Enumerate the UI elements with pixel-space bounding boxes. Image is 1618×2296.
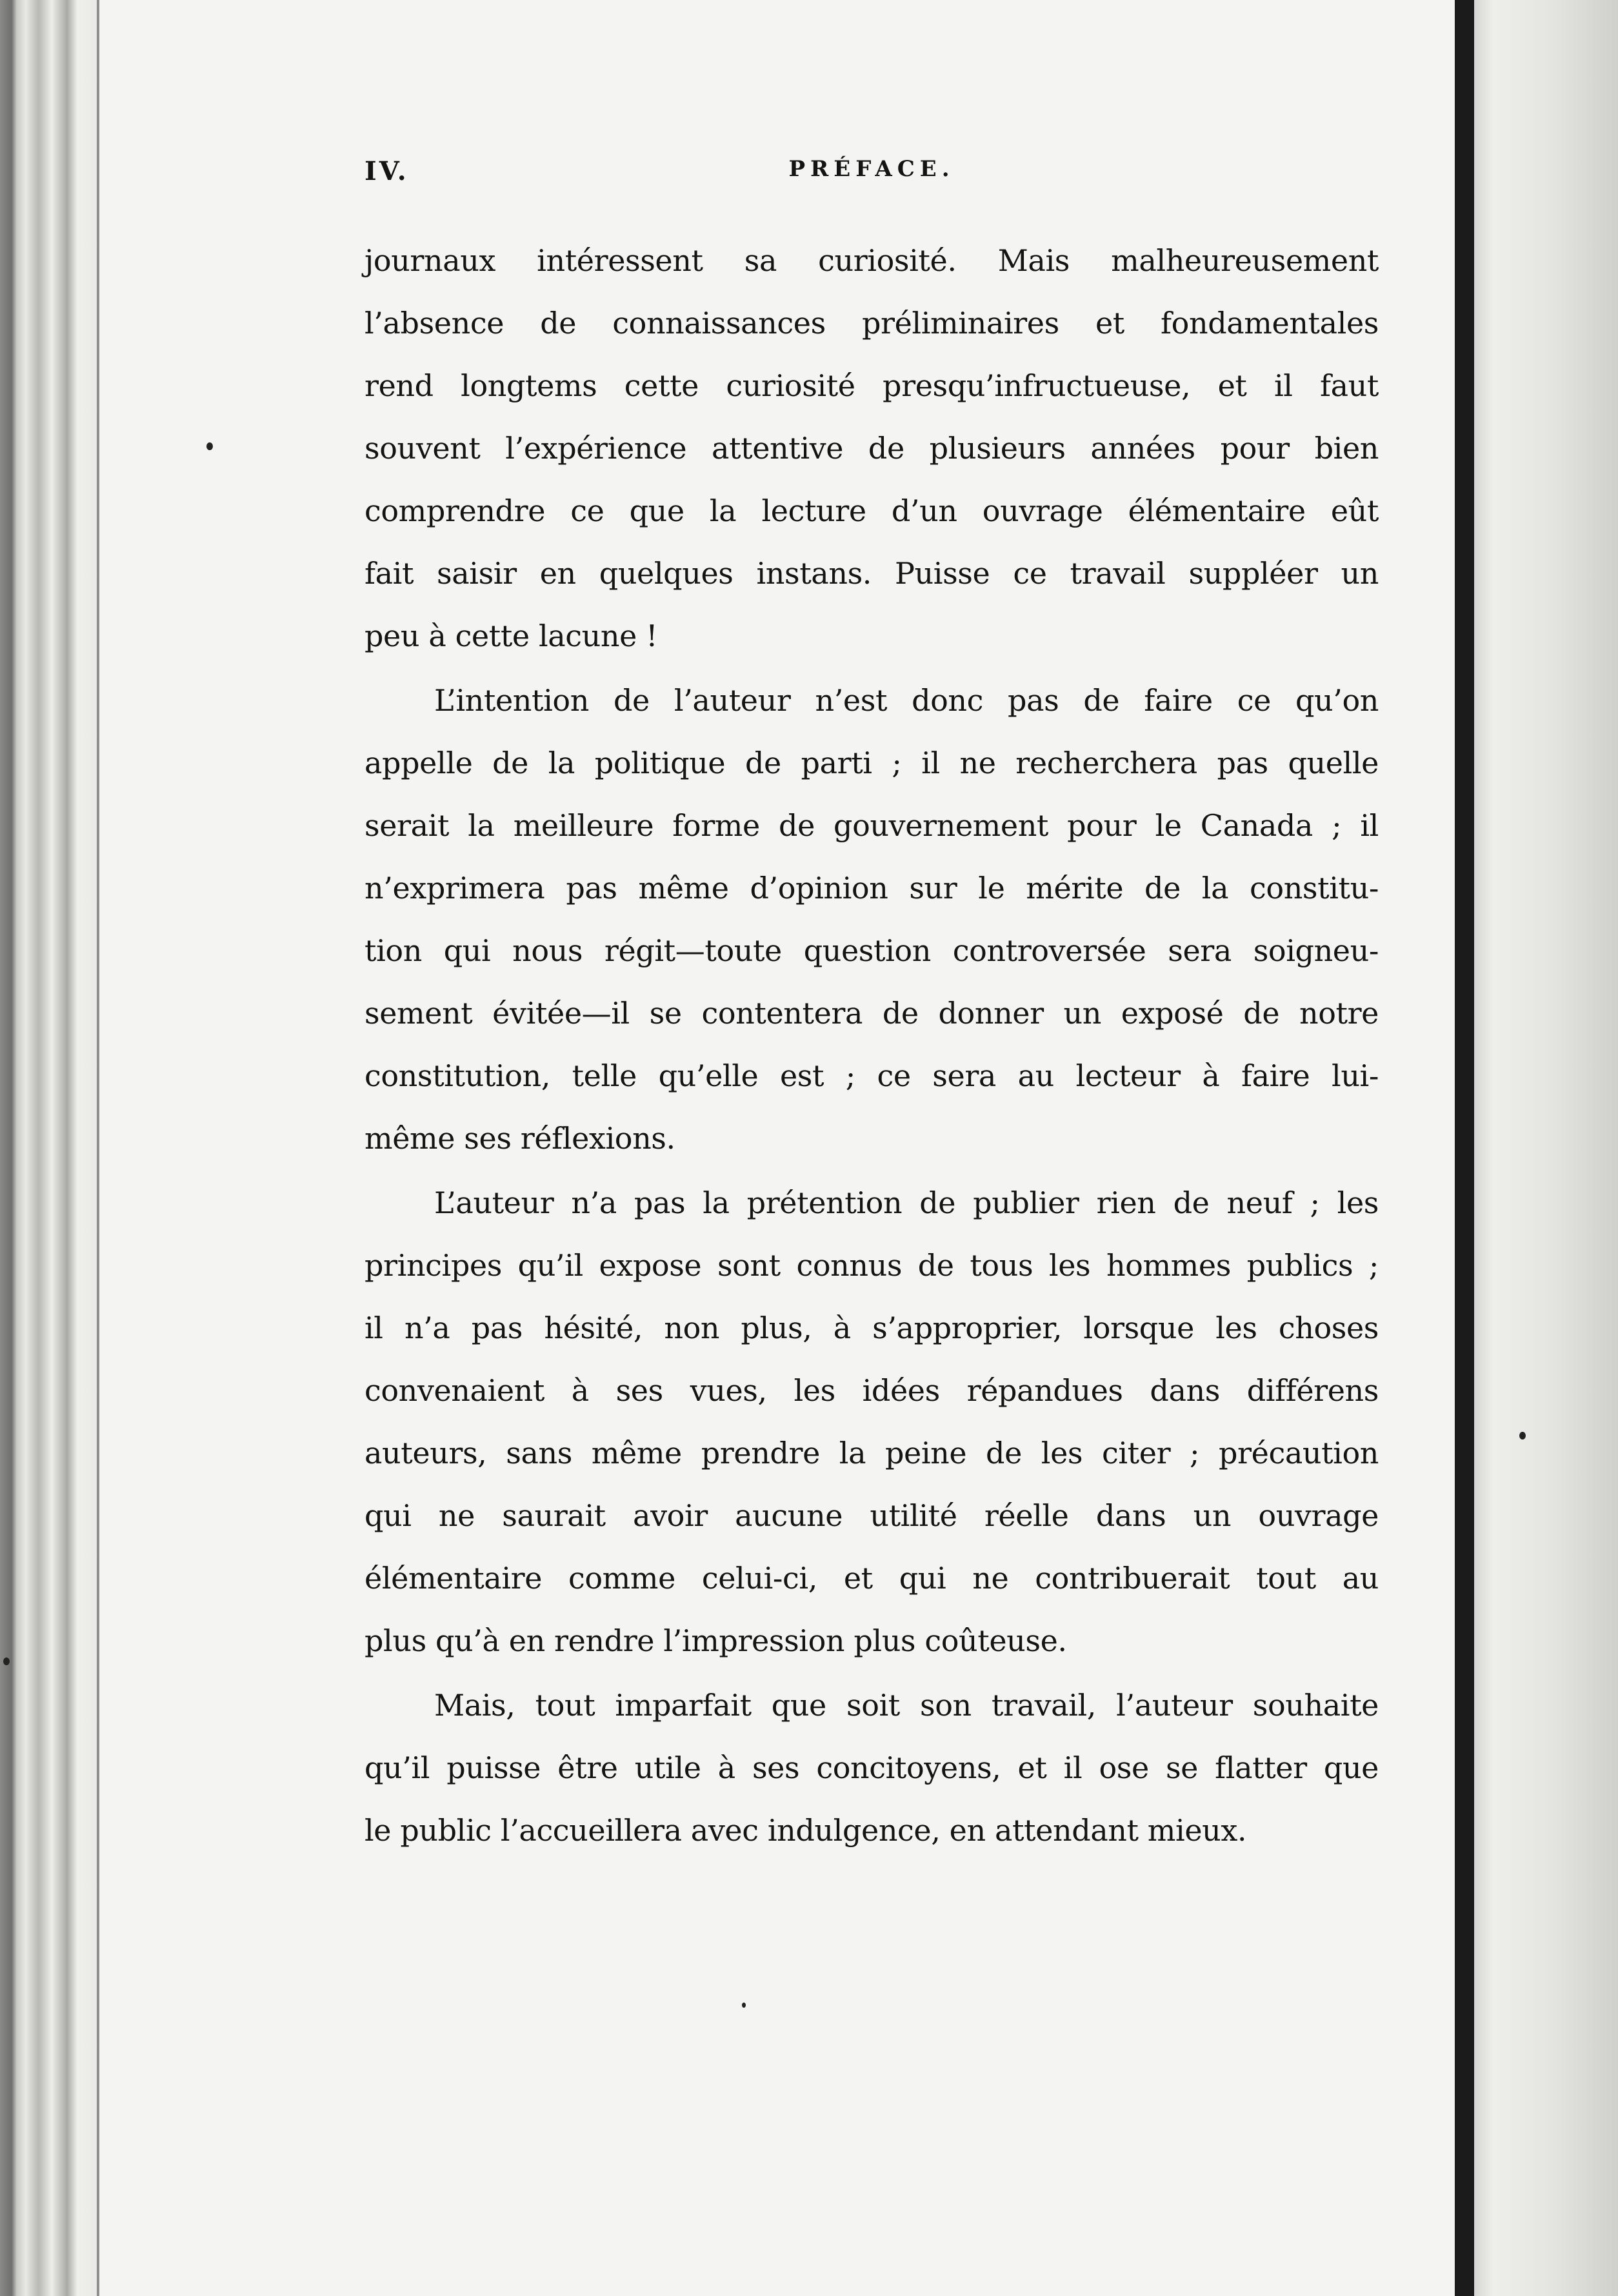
running-title: PRÉFACE. — [788, 156, 955, 182]
text-line: serait la meilleure forme de gouvernement pour le Canada ; il — [365, 808, 1379, 843]
text-line: fait saisir en quelques instans. Puisse ce travail suppléer un — [365, 556, 1379, 591]
text-line: auteurs, sans même prendre la peine de les citer ; précaution — [365, 1436, 1379, 1470]
book-binding-edge — [0, 0, 97, 2296]
ink-speck — [206, 442, 213, 450]
text-line: appelle de la politique de parti ; il ne recherchera pas quelle — [365, 746, 1379, 780]
text-line: principes qu’il expose sont connus de tous les hommes publics ; — [365, 1248, 1379, 1283]
paragraph — [365, 1172, 1379, 1672]
adjacent-page-strip — [1474, 0, 1618, 2296]
paragraph — [365, 669, 1379, 1170]
text-line: tion qui nous régit—toute question controversée sera soigneu- — [365, 933, 1379, 968]
text-line: l’absence de connaissances préliminaires et fondamentales — [365, 306, 1379, 341]
text-line: le public l’accueillera avec indulgence, en attendant mieux. — [365, 1813, 1247, 1848]
ink-speck — [742, 2003, 746, 2008]
paragraph — [365, 230, 1379, 668]
running-header — [365, 148, 1379, 193]
text-line: sement évitée—il se contentera de donner un exposé de notre — [365, 996, 1379, 1031]
paragraph — [365, 1674, 1379, 1862]
left-margin-rule — [97, 0, 99, 2296]
text-line: qui ne saurait avoir aucune utilité réelle dans un ouvrage — [365, 1498, 1379, 1533]
text-line: il n’a pas hésité, non plus, à s’approprier, lorsque les choses — [365, 1311, 1379, 1345]
right-page-edge-rule — [1455, 0, 1474, 2296]
text-line: journaux intéressent sa curiosité. Mais malheureusement — [365, 243, 1379, 278]
text-line: comprendre ce que la lecture d’un ouvrage élémentaire eût — [365, 493, 1379, 528]
text-line: peu à cette lacune ! — [365, 619, 658, 653]
text-line: élémentaire comme celui-ci, et qui ne contribuerait tout au — [365, 1561, 1379, 1596]
text-line: rend longtems cette curiosité presqu’infructueuse, et il faut — [365, 368, 1379, 403]
text-line: n’exprimera pas même d’opinion sur le mérite de la constitu- — [365, 871, 1379, 906]
page-number: IV. — [365, 156, 409, 186]
text-line: constitution, telle qu’elle est ; ce sera au lecteur à faire lui- — [365, 1058, 1379, 1093]
ink-speck — [1519, 1432, 1526, 1440]
text-line: Mais, tout imparfait que soit son travail, l’auteur souhaite — [434, 1688, 1379, 1723]
text-line: L’auteur n’a pas la prétention de publier rien de neuf ; les — [434, 1185, 1379, 1220]
body-text — [365, 230, 1379, 1862]
text-line: souvent l’expérience attentive de plusieurs années pour bien — [365, 431, 1379, 466]
text-line: plus qu’à en rendre l’impression plus coûteuse. — [365, 1623, 1067, 1658]
text-line: même ses réflexions. — [365, 1121, 675, 1156]
ink-speck — [3, 1658, 10, 1665]
text-line: qu’il puisse être utile à ses concitoyens, et il ose se flatter que — [365, 1750, 1379, 1785]
page-content — [365, 148, 1379, 1862]
text-line: convenaient à ses vues, les idées répandues dans différens — [365, 1373, 1379, 1408]
text-line: L’intention de l’auteur n’est donc pas de faire ce qu’on — [434, 683, 1379, 718]
